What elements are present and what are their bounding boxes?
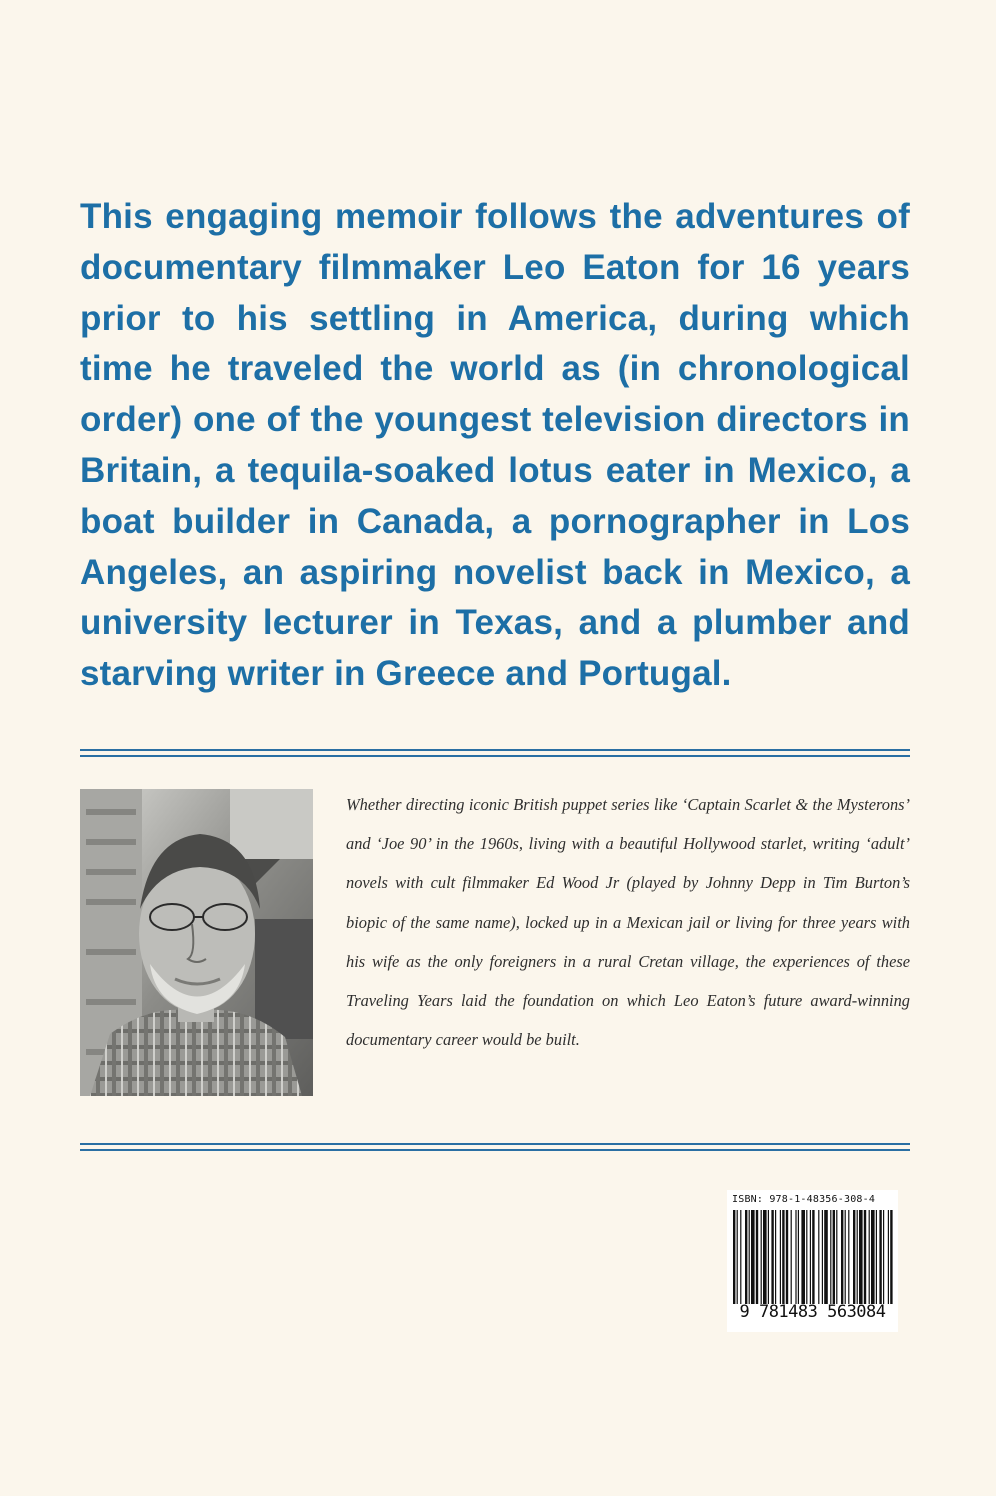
barcode-bars xyxy=(733,1210,893,1304)
barcode-bar xyxy=(737,1210,738,1304)
barcode-bar xyxy=(780,1210,781,1304)
barcode-bar xyxy=(864,1210,866,1304)
barcode-bar xyxy=(733,1210,735,1304)
barcode-bar xyxy=(763,1210,767,1304)
barcode-bar xyxy=(771,1210,773,1304)
barcode-bar xyxy=(871,1210,875,1304)
author-bio: Whether directing iconic British puppet series like ‘Captain Scarlet & the Mysterons’ and ‘Joe 90’ in the 1960s, living with a beautiful Hollywood starlet, writing ‘adult’ novels with cult filmmaker Ed Wood Jr (played by Johnny Depp in Tim Burton’s biopic of the same name), locked up in a Mexican jail or living for three years with his wife as the only foreigners in a rural Cretan village, the experiences of these Traveling Years laid the foundation on which Leo Eaton’s future award-winning documentary career would be built. xyxy=(346,795,910,1050)
barcode-bar xyxy=(822,1210,823,1304)
barcode-bar xyxy=(782,1210,784,1304)
barcode-bar xyxy=(818,1210,819,1304)
isbn-barcode xyxy=(727,1190,898,1332)
cover-blurb: This engaging memoir follows the adventures of documentary filmmaker Leo Eaton for 16 years prior to his settling in America, during which time he traveled the world as (in chronological order) one of the youngest television directors in Britain, a tequila-soaked lotus eater in Mexico, a boat builder in Canada, a pornographer in Los Angeles, an aspiring novelist back in Mexico, a university lecturer in Texas, and a plumber and starving writer in Greece and Portugal. xyxy=(80,197,910,694)
barcode-bar xyxy=(853,1210,855,1304)
barcode-bar xyxy=(745,1210,747,1304)
barcode-bar xyxy=(801,1210,805,1304)
barcode-bar xyxy=(848,1210,849,1304)
barcode-bar xyxy=(749,1210,750,1304)
barcode-bar xyxy=(761,1210,762,1304)
barcode-bar xyxy=(876,1210,877,1304)
barcode-bar xyxy=(869,1210,870,1304)
barcode-bar xyxy=(830,1210,831,1304)
barcode-bar xyxy=(888,1210,889,1304)
barcode-bar xyxy=(833,1210,835,1304)
barcode-bar xyxy=(791,1210,792,1304)
barcode-bar xyxy=(836,1210,837,1304)
barcode-bar xyxy=(824,1210,828,1304)
barcode-bar xyxy=(795,1210,796,1304)
barcode-bar xyxy=(798,1210,799,1304)
barcode-bar xyxy=(786,1210,788,1304)
barcode-bar xyxy=(857,1210,858,1304)
barcode-bar xyxy=(845,1210,846,1304)
barcode-bar xyxy=(768,1210,769,1304)
barcode-bar xyxy=(883,1210,884,1304)
barcode-bar xyxy=(756,1210,758,1304)
barcode-digits: 9 781483 563084 xyxy=(739,1302,886,1322)
double-rule-top xyxy=(80,749,910,757)
isbn-label: ISBN: 978-1-48356-308-4 xyxy=(732,1194,876,1205)
barcode-bar xyxy=(751,1210,755,1304)
barcode-bar xyxy=(841,1210,843,1304)
barcode-bar xyxy=(879,1210,881,1304)
author-photo xyxy=(80,789,313,1096)
barcode-bar xyxy=(890,1210,892,1304)
double-rule-bottom xyxy=(80,1143,910,1151)
barcode-bar xyxy=(859,1210,863,1304)
barcode-bar xyxy=(810,1210,811,1304)
barcode-bar xyxy=(775,1210,776,1304)
barcode-bar xyxy=(806,1210,807,1304)
barcode-bar xyxy=(812,1210,814,1304)
barcode-bar xyxy=(740,1210,741,1304)
